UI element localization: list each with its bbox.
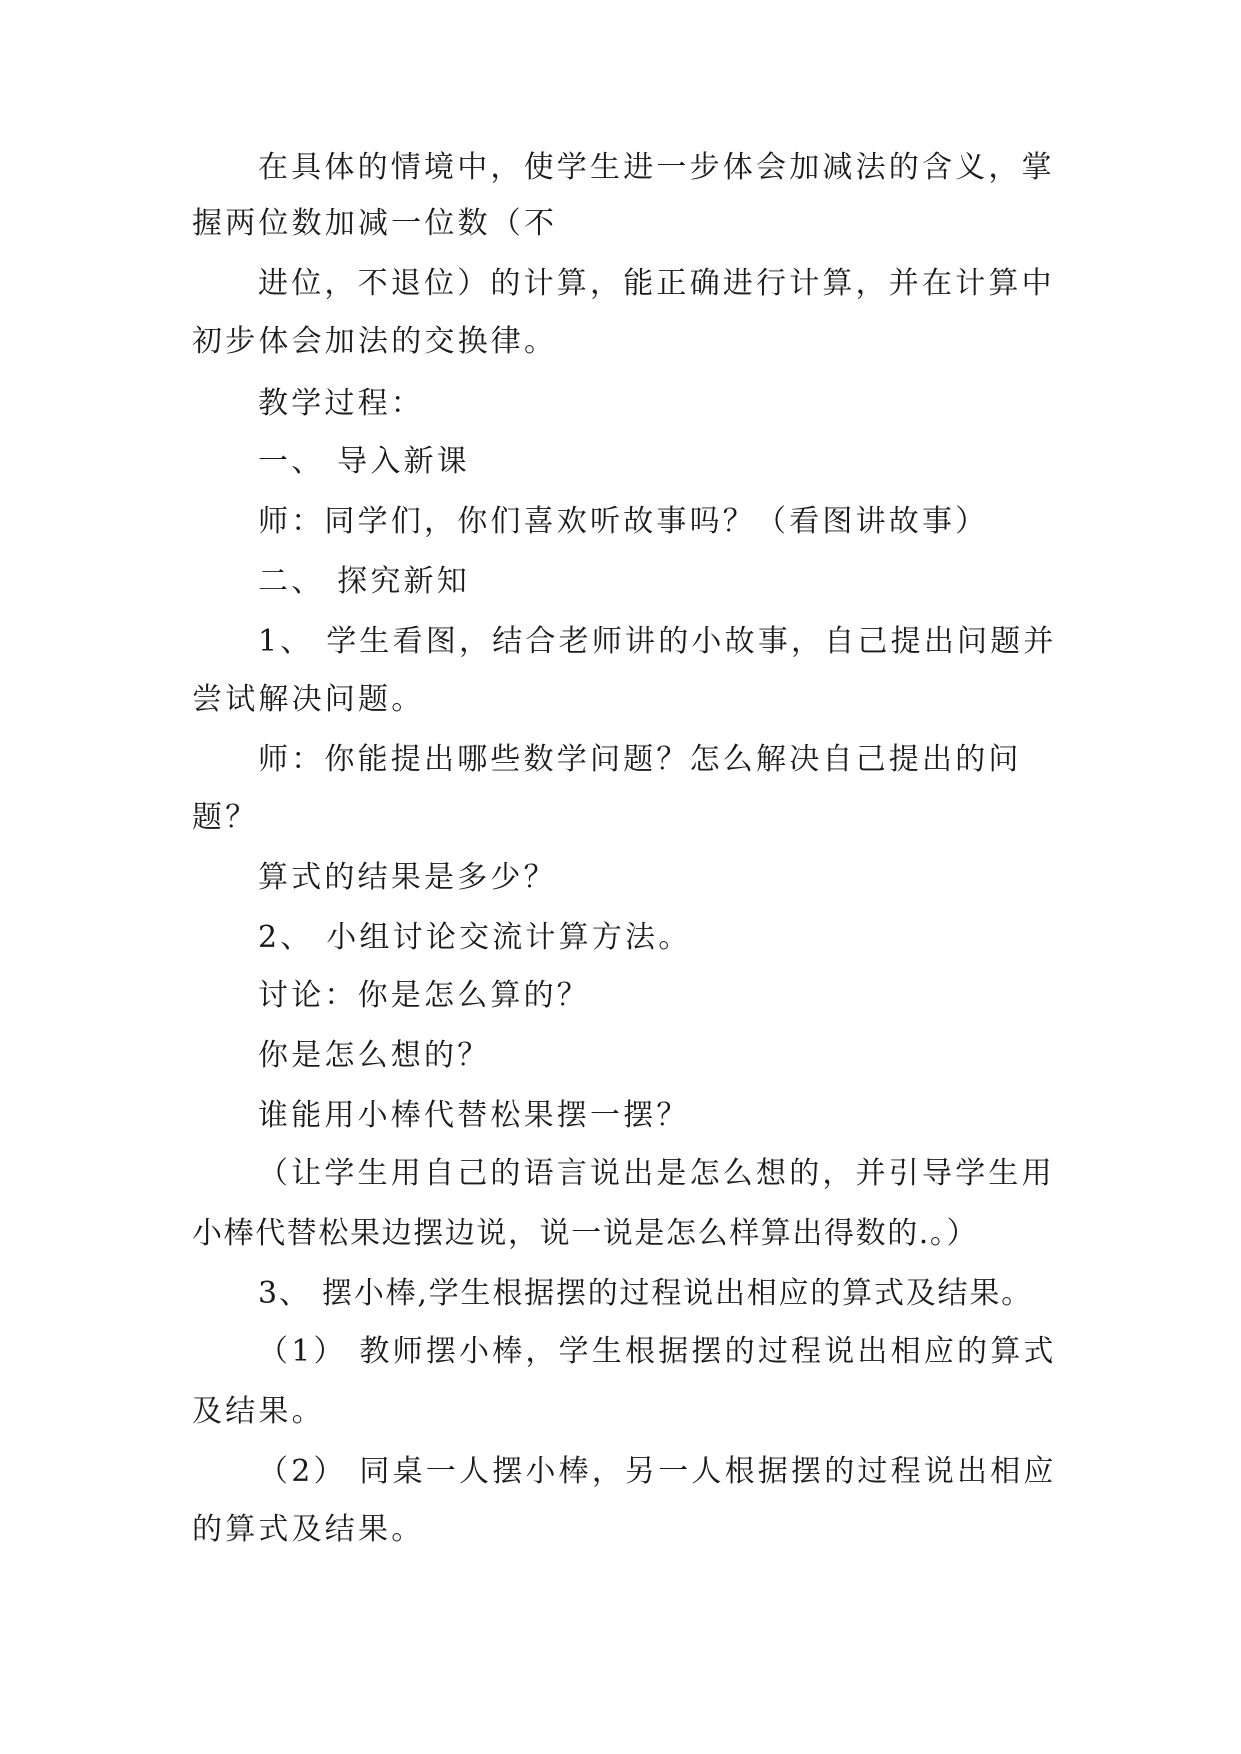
paragraph-line: 小棒代替松果边摆边说，说一说是怎么样算出得数的.。） (192, 1216, 979, 1251)
paragraph-line: 你是怎么想的？ (258, 1038, 491, 1073)
paragraph-line: 3、 摆小棒,学生根据摆的过程说出相应的算式及结果。 (258, 1276, 1033, 1311)
paragraph-line: 讨论：你是怎么算的？ (258, 978, 590, 1013)
paragraph-line: 2、 小组讨论交流计算方法。 (258, 920, 692, 955)
paragraph-line: 的算式及结果。 (192, 1512, 425, 1547)
section-heading: 一、 导入新课 (258, 444, 470, 479)
paragraph-line: 师：你能提出哪些数学问题？怎么解决自己提出的问 (258, 742, 1022, 777)
paragraph-line: 1、 学生看图，结合老师讲的小故事，自己提出问题并 (258, 624, 1057, 659)
paragraph-line: 初步体会加法的交换律。 (192, 324, 558, 359)
paragraph-line: 在具体的情境中，使学生进一步体会加减法的含义，掌 (258, 150, 1055, 185)
paragraph-line: 及结果。 (192, 1394, 325, 1429)
paragraph-line: 题？ (192, 800, 259, 835)
paragraph-line: （让学生用自己的语言说出是怎么想的，并引导学生用 (258, 1156, 1055, 1191)
paragraph-line: 进位，不退位）的计算，能正确进行计算，并在计算中 (258, 266, 1055, 301)
paragraph-line: 握两位数加减一位数（不 (192, 206, 558, 241)
paragraph-line: （1） 教师摆小棒，学生根据摆的过程说出相应的算式 (258, 1334, 1057, 1369)
paragraph-line: 师：同学们，你们喜欢听故事吗？（看图讲故事） (258, 504, 989, 539)
paragraph-line: （2） 同桌一人摆小棒，另一人根据摆的过程说出相应 (258, 1454, 1057, 1489)
paragraph-line: 尝试解决问题。 (192, 682, 425, 717)
section-heading: 二、 探究新知 (258, 564, 470, 599)
paragraph-line: 算式的结果是多少？ (258, 860, 557, 895)
paragraph-line: 谁能用小棒代替松果摆一摆？ (258, 1098, 690, 1133)
section-label: 教学过程： (258, 386, 424, 421)
